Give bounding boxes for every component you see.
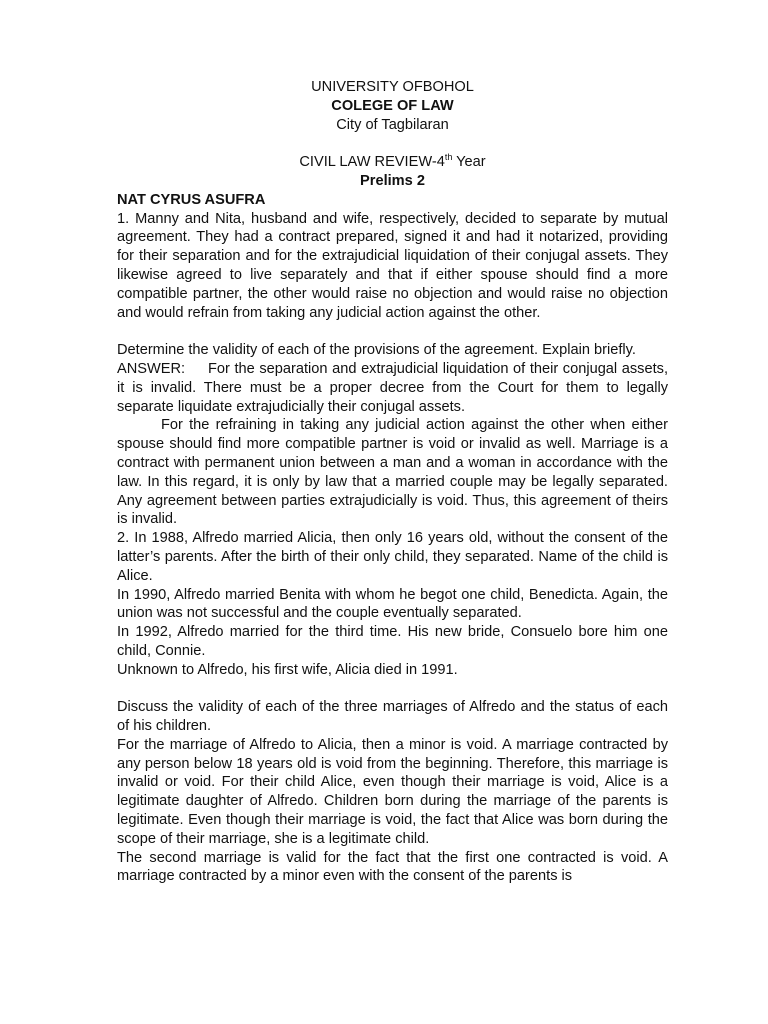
college-name: COLEGE OF LAW <box>331 97 454 114</box>
city-name: City of Tagbilaran <box>336 116 449 133</box>
question-1-prompt: Determine the validity of each of the provisions of the agreement. Explain briefly. <box>117 342 636 359</box>
university-name: UNIVERSITY OFBOHOL <box>311 79 474 95</box>
question-1: 1. Manny and Nita, husband and wife, respectively, decided to separate by mutual agreement. They had a contract prepared, signed it and had it notarized, providing for their separation and for the extrajudicial liquidation of their conjugal assets. They likewise agreed to live separately and that if either spouse should find a more compatible partner, the other would raise no objection and would raise no objection and would refrain from taking any judicial action against the other. <box>117 210 668 321</box>
question-2-paragraph-1: 2. In 1988, Alfredo married Alicia, then only 16 years old, without the consent of the latter’s parents. After the birth of their only child, they separated. Name of the child is Alice. <box>117 530 668 584</box>
answer-1-paragraph-2: For the refraining in taking any judicial action against the other when either spouse should find more compatible partner is void or invalid as well. Marriage is a contract with permanent union between a man and a woman in accordance with the law. In this regard, it is only by law that a married couple may be legally separated. Any agreement between parties extrajudicially is void. Thus, this agreement of theirs is invalid. <box>117 417 668 528</box>
course-title: CIVIL LAW REVIEW-4th Year <box>299 152 486 171</box>
answer-label: ANSWER: <box>117 360 186 377</box>
answer-1-paragraph-1: ANSWER: For the separation and extrajudicial liquidation of their conjugal assets, it is invalid. There must be a proper decree from the Court for them to legally separate liquidate extrajudicially their conjugal assets. <box>117 360 668 415</box>
exam-title: Prelims 2 <box>360 172 425 189</box>
question-2-paragraph-4: Unknown to Alfredo, his first wife, Alicia died in 1991. <box>117 661 458 678</box>
answer-2-paragraph-1: For the marriage of Alfredo to Alicia, then a minor is void. A marriage contracted by any person below 18 years old is void from the beginning. Therefore, this marriage is invalid or void. For their child Alice, even though their marriage is void, Alice is a legitimate daughter of Alfredo. Children born during the marriage of the parents is legitimate. Even though their marriage is void, the fact that Alice was born during the scope of their marriage, she is a legitimate child. <box>117 736 668 847</box>
question-2-prompt: Discuss the validity of each of the three marriages of Alfredo and the status of each of his children. <box>117 699 668 735</box>
student-name: NAT CYRUS ASUFRA <box>117 191 266 208</box>
question-2-paragraph-2: In 1990, Alfredo married Benita with whom he begot one child, Benedicta. Again, the union was not successful and the couple eventually separated. <box>117 586 668 622</box>
question-2-paragraph-3: In 1992, Alfredo married for the third time. His new bride, Consuelo bore him one child, Connie. <box>117 624 668 659</box>
answer-2-paragraph-2: The second marriage is valid for the fact that the first one contracted is void. A marriage contracted by a minor even with the consent of the parents is <box>117 849 668 885</box>
